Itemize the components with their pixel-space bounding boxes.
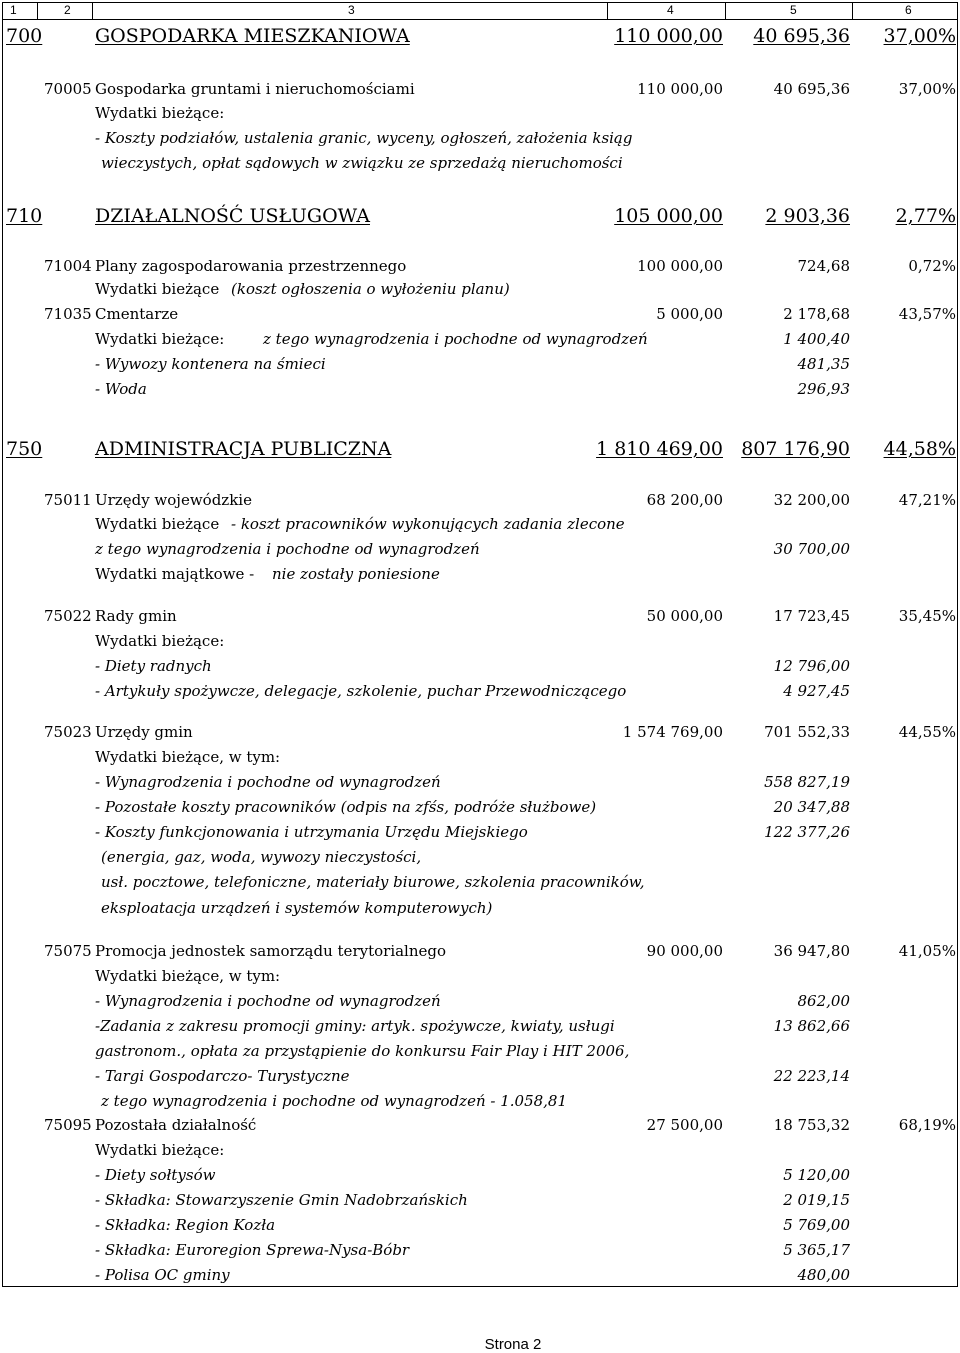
chapter-code: 71035 — [44, 305, 92, 323]
detail-text: gastronom., opłata za przystąpienie do konkursu Fair Play i HIT 2006, — [95, 1042, 630, 1060]
col-header-4: 4 — [667, 3, 674, 17]
detail-text: - Wynagrodzenia i pochodne od wynagrodzeń — [95, 773, 441, 791]
detail-label: Wydatki bieżące, w tym: — [95, 967, 281, 985]
section-750-row — [0, 435, 960, 463]
chapter-exec: 701 552,33 — [764, 723, 850, 741]
detail-value: 5 120,00 — [783, 1166, 850, 1184]
chapter-pct: 41,05% — [898, 942, 956, 960]
detail-line — [0, 870, 960, 894]
detail-text: -Zadania z zakresu promocji gminy: artyk. spożywcze, kwiaty, usługi — [95, 1017, 615, 1035]
detail-line — [0, 537, 960, 561]
detail-line — [0, 629, 960, 653]
section-pct: 37,00% — [883, 25, 956, 47]
detail-label: Wydatki majątkowe - — [95, 565, 255, 583]
chapter-75023-row — [0, 720, 960, 744]
detail-text: - Składka: Stowarzyszenie Gmin Nadobrzańskich — [95, 1191, 468, 1209]
section-exec: 40 695,36 — [753, 25, 850, 47]
chapter-exec: 36 947,80 — [773, 942, 850, 960]
chapter-name: Plany zagospodarowania przestrzennego — [95, 257, 407, 275]
detail-line — [0, 377, 960, 401]
col-divider — [37, 2, 38, 20]
detail-text: - Składka: Euroregion Sprewa-Nysa-Bóbr — [95, 1241, 410, 1259]
detail-line — [0, 562, 960, 586]
chapter-71004-row — [0, 254, 960, 278]
chapter-code: 75023 — [44, 723, 92, 741]
chapter-pct: 0,72% — [908, 257, 956, 275]
col-divider — [725, 2, 726, 20]
chapter-71035-row — [0, 302, 960, 326]
detail-label: Wydatki bieżące: — [95, 632, 225, 650]
chapter-75075-row — [0, 939, 960, 963]
detail-label: Wydatki bieżące: — [95, 1141, 225, 1159]
chapter-name: Promocja jednostek samorządu terytorialnego — [95, 942, 447, 960]
detail-text: z tego wynagrodzenia i pochodne od wynagrodzeń — [263, 330, 648, 348]
chapter-exec: 17 723,45 — [773, 607, 850, 625]
chapter-exec: 18 753,32 — [773, 1116, 850, 1134]
chapter-exec: 724,68 — [797, 257, 850, 275]
section-name: DZIAŁALNOŚĆ USŁUGOWA — [95, 205, 370, 227]
chapter-plan: 1 574 769,00 — [622, 723, 723, 741]
detail-text: - Pozostałe koszty pracowników (odpis na zfśs, podróże służbowe) — [95, 798, 597, 816]
detail-line — [0, 277, 960, 301]
detail-value: 558 827,19 — [764, 773, 850, 791]
detail-label: Wydatki bieżące, w tym: — [95, 748, 281, 766]
chapter-pct: 35,45% — [898, 607, 956, 625]
detail-text: - Wynagrodzenia i pochodne od wynagrodzeń — [95, 992, 441, 1010]
detail-value: 122 377,26 — [764, 823, 850, 841]
section-700-row — [0, 22, 960, 50]
detail-text: usł. pocztowe, telefoniczne, materiały biurowe, szkolenia pracowników, — [101, 873, 645, 891]
detail-text: nie zostały poniesione — [272, 565, 440, 583]
section-plan: 110 000,00 — [614, 25, 723, 47]
chapter-75095-row — [0, 1113, 960, 1137]
detail-text: - Koszty funkcjonowania i utrzymania Urzędu Miejskiego — [95, 823, 528, 841]
detail-text: - Targi Gospodarczo- Turystyczne — [95, 1067, 350, 1085]
detail-line — [0, 770, 960, 794]
detail-value: 296,93 — [797, 380, 850, 398]
detail-text: - Diety sołtysów — [95, 1166, 216, 1184]
chapter-pct: 47,21% — [898, 491, 956, 509]
chapter-name: Urzędy wojewódzkie — [95, 491, 252, 509]
section-plan: 105 000,00 — [614, 205, 723, 227]
detail-value: 13 862,66 — [773, 1017, 850, 1035]
section-name: ADMINISTRACJA PUBLICZNA — [95, 438, 392, 460]
detail-line — [0, 1213, 960, 1237]
detail-text: - Diety radnych — [95, 657, 212, 675]
section-plan: 1 810 469,00 — [596, 438, 723, 460]
col-divider — [607, 2, 608, 20]
chapter-70005-row — [0, 77, 960, 101]
detail-text: wieczystych, opłat sądowych w związku ze sprzedażą nieruchomości — [101, 154, 623, 172]
detail-value: 481,35 — [797, 355, 850, 373]
detail-line — [0, 126, 960, 150]
detail-label: Wydatki bieżące: — [95, 104, 225, 122]
chapter-plan: 50 000,00 — [646, 607, 723, 625]
detail-line — [0, 151, 960, 175]
detail-value: 480,00 — [797, 1266, 850, 1284]
detail-value: 1 400,40 — [783, 330, 850, 348]
section-710-row — [0, 202, 960, 230]
chapter-plan: 90 000,00 — [646, 942, 723, 960]
chapter-code: 70005 — [44, 80, 92, 98]
chapter-name: Pozostała działalność — [95, 1116, 257, 1134]
chapter-code: 75022 — [44, 607, 92, 625]
detail-line — [0, 845, 960, 869]
chapter-75011-row — [0, 488, 960, 512]
detail-text: - Składka: Region Kozła — [95, 1216, 276, 1234]
detail-line — [0, 352, 960, 376]
chapter-exec: 32 200,00 — [773, 491, 850, 509]
detail-line — [0, 654, 960, 678]
col-header-1: 1 — [10, 3, 17, 17]
detail-label: Wydatki bieżące — [95, 515, 220, 533]
col-header-5: 5 — [790, 3, 797, 17]
detail-text: - Artykuły spożywcze, delegacje, szkolenie, puchar Przewodniczącego — [95, 682, 627, 700]
detail-line — [0, 101, 960, 125]
detail-line — [0, 745, 960, 769]
detail-line — [0, 1014, 960, 1038]
detail-line — [0, 1238, 960, 1262]
detail-value: 4 927,45 — [783, 682, 850, 700]
detail-value: 2 019,15 — [783, 1191, 850, 1209]
col-divider — [92, 2, 93, 20]
chapter-pct: 44,55% — [898, 723, 956, 741]
detail-text: - Polisa OC gminy — [95, 1266, 230, 1284]
detail-value: 30 700,00 — [773, 540, 850, 558]
chapter-plan: 110 000,00 — [637, 80, 723, 98]
detail-value: 12 796,00 — [773, 657, 850, 675]
detail-text: - Woda — [95, 380, 147, 398]
detail-value: 5 365,17 — [783, 1241, 850, 1259]
chapter-pct: 43,57% — [898, 305, 956, 323]
section-name: GOSPODARKA MIESZKANIOWA — [95, 25, 410, 47]
chapter-75022-row — [0, 604, 960, 628]
col-divider — [852, 2, 853, 20]
chapter-exec: 40 695,36 — [773, 80, 850, 98]
detail-line — [0, 1188, 960, 1212]
section-exec: 2 903,36 — [765, 205, 850, 227]
chapter-code: 71004 — [44, 257, 92, 275]
detail-text: (koszt ogłoszenia o wyłożeniu planu) — [231, 280, 510, 298]
detail-line — [0, 1089, 960, 1113]
chapter-name: Urzędy gmin — [95, 723, 193, 741]
detail-value: 5 769,00 — [783, 1216, 850, 1234]
detail-line — [0, 1138, 960, 1162]
detail-value: 20 347,88 — [773, 798, 850, 816]
section-exec: 807 176,90 — [741, 438, 850, 460]
detail-line — [0, 964, 960, 988]
detail-text: z tego wynagrodzenia i pochodne od wynagrodzeń - 1.058,81 — [101, 1092, 568, 1110]
detail-text: (energia, gaz, woda, wywozy nieczystości, — [101, 848, 422, 866]
detail-text: z tego wynagrodzenia i pochodne od wynagrodzeń — [95, 540, 480, 558]
chapter-plan: 100 000,00 — [637, 257, 723, 275]
chapter-name: Cmentarze — [95, 305, 179, 323]
detail-line — [0, 820, 960, 844]
col-header-6: 6 — [905, 3, 912, 17]
detail-text: - koszt pracowników wykonujących zadania zlecone — [231, 515, 625, 533]
chapter-pct: 68,19% — [898, 1116, 956, 1134]
column-header-row — [2, 2, 958, 20]
chapter-code: 75075 — [44, 942, 92, 960]
chapter-plan: 68 200,00 — [646, 491, 723, 509]
detail-line — [0, 795, 960, 819]
chapter-name: Rady gmin — [95, 607, 177, 625]
detail-line — [0, 896, 960, 920]
detail-value: 862,00 — [797, 992, 850, 1010]
detail-line — [0, 327, 960, 351]
section-pct: 44,58% — [883, 438, 956, 460]
detail-line — [0, 679, 960, 703]
chapter-code: 75095 — [44, 1116, 92, 1134]
col-header-3: 3 — [348, 3, 355, 17]
detail-line — [0, 512, 960, 536]
detail-label: Wydatki bieżące: — [95, 330, 225, 348]
chapter-name: Gospodarka gruntami i nieruchomościami — [95, 80, 415, 98]
col-header-2: 2 — [64, 3, 71, 17]
section-code: 710 — [6, 205, 43, 227]
section-pct: 2,77% — [895, 205, 956, 227]
section-code: 750 — [6, 438, 43, 460]
detail-text: - Koszty podziałów, ustalenia granic, wyceny, ogłoszeń, założenia ksiąg — [95, 129, 633, 147]
chapter-exec: 2 178,68 — [783, 305, 850, 323]
chapter-plan: 27 500,00 — [646, 1116, 723, 1134]
chapter-code: 75011 — [44, 491, 92, 509]
section-code: 700 — [6, 25, 43, 47]
detail-text: - Wywozy kontenera na śmieci — [95, 355, 326, 373]
detail-line — [0, 1064, 960, 1088]
detail-label: Wydatki bieżące — [95, 280, 220, 298]
detail-line — [0, 1163, 960, 1187]
detail-text: eksploatacja urządzeń i systemów komputerowych) — [101, 899, 493, 917]
detail-line — [0, 1263, 960, 1287]
chapter-plan: 5 000,00 — [656, 305, 723, 323]
page-number: Strona 2 — [484, 1336, 542, 1353]
detail-line — [0, 1039, 960, 1063]
chapter-pct: 37,00% — [898, 80, 956, 98]
detail-line — [0, 989, 960, 1013]
detail-value: 22 223,14 — [773, 1067, 850, 1085]
